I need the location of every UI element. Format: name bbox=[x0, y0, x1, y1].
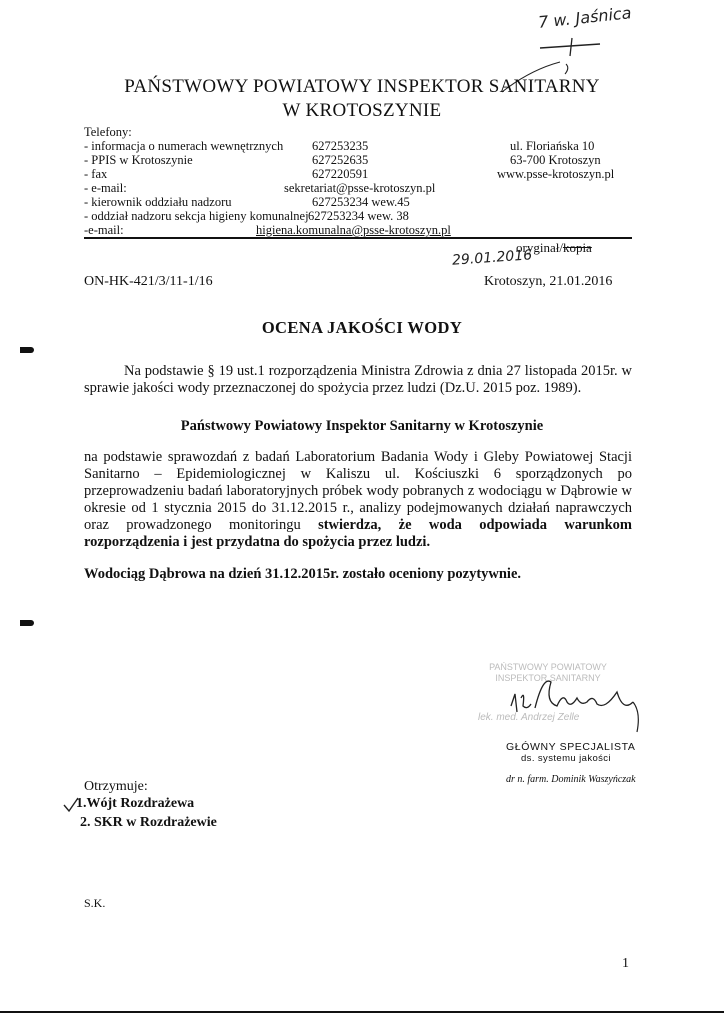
address-city: 63-700 Krotoszyn bbox=[510, 153, 601, 167]
contact-value: 627220591 bbox=[312, 167, 369, 181]
reference-number: ON-HK-421/3/11-1/16 bbox=[84, 274, 213, 289]
contact-label: - e-mail: bbox=[84, 181, 127, 195]
contact-value: 627253235 bbox=[312, 139, 369, 153]
copy-status-struck: kopia bbox=[562, 240, 592, 255]
signatory-role: GŁÓWNY SPECJALISTA bbox=[506, 741, 636, 753]
address-web[interactable]: www.psse-krotoszyn.pl bbox=[497, 167, 615, 181]
place-date: Krotoszyn, 21.01.2016 bbox=[484, 274, 613, 289]
footer-divider bbox=[0, 1011, 724, 1013]
address-street: ul. Floriańska 10 bbox=[510, 139, 595, 153]
contact-label: - PPIS w Krotoszynie bbox=[84, 153, 193, 167]
contact-value: 627253234 wew.45 bbox=[312, 195, 410, 209]
authority-line: Państwowy Powiatowy Inspektor Sanitarny w Krotoszynie bbox=[180, 418, 544, 434]
contact-label: - oddział nadzoru sekcja higieny komunalnej bbox=[84, 209, 309, 223]
header-institution: PAŃSTWOWY POWIATOWY INSPEKTOR SANITARNY bbox=[124, 76, 600, 97]
recipient-item: 1.Wójt Rozdrażewa bbox=[76, 796, 195, 811]
stamp-text: PAŃSTWOWY POWIATOWY INSPEKTOR SANITARNY bbox=[489, 662, 607, 683]
contact-label: - kierownik oddziału nadzoru bbox=[84, 195, 232, 209]
recipients-heading: Otrzymuje: bbox=[84, 779, 148, 794]
received-note: 29.01.2016 bbox=[451, 247, 533, 269]
stamp-name: lek. med. Andrzej Zelle bbox=[478, 712, 580, 723]
handwritten-note: 7 w. Jaśnica bbox=[537, 3, 633, 32]
recipient-item: 2. SKR w Rozdrażewie bbox=[80, 815, 217, 830]
final-assessment: Wodociąg Dąbrowa na dzień 31.12.2015r. zostało oceniony pozytywnie. bbox=[84, 566, 522, 582]
contact-label: - fax bbox=[84, 167, 108, 181]
body-conclusion: stwierdza, że woda odpowiada warunkom rozporządzenia i jest przydatna do spożycia przez ludzi. bbox=[84, 517, 632, 550]
author-initials: S.K. bbox=[84, 896, 106, 910]
copy-status-original: oryginał/ bbox=[516, 240, 563, 255]
contact-label: -e-mail: bbox=[84, 223, 124, 237]
page-number: 1 bbox=[622, 956, 629, 971]
body-text: na podstawie sprawozdań z badań Laboratorium Badania Wody i Gleby Powiatowej Stacji Sanitarno – Epidemiologicznej w Kaliszu ul. Kościuszki 6 sporządzonych po przeprowadzeniu badań laboratoryjnych próbek wody pobranych z wodociągu w Dąbrowie w okresie od 1 stycznia 2015 do 31.12.2015 r., analizy podejmowanych działań naprawczych oraz prowadzonego monitoringu bbox=[84, 449, 632, 533]
header-city: W KROTOSZYNIE bbox=[282, 100, 442, 121]
contact-email-link[interactable]: higiena.komunalna@psse-krotoszyn.pl bbox=[256, 223, 451, 237]
signatory-role-detail: ds. systemu jakości bbox=[521, 753, 611, 764]
legal-basis: Na podstawie § 19 ust.1 rozporządzenia Ministra Zdrowia z dnia 27 listopada 2015r. w sprawie jakości wody przeznaczonej do spożycia przez ludzi (Dz.U. 2015 poz. 1989). bbox=[84, 363, 632, 396]
header-divider bbox=[84, 237, 632, 239]
contact-email[interactable]: sekretariat@psse-krotoszyn.pl bbox=[284, 181, 436, 195]
margin-mark bbox=[20, 620, 34, 626]
signatory-name: dr n. farm. Dominik Waszyńczak bbox=[506, 774, 636, 785]
contact-value: 627252635 bbox=[312, 153, 369, 167]
contact-value: 627253234 wew. 38 bbox=[308, 209, 409, 223]
handwritten-signature bbox=[505, 672, 645, 734]
margin-mark bbox=[20, 347, 34, 353]
contact-label: - informacja o numerach wewnętrznych bbox=[84, 139, 284, 153]
document-title: OCENA JAKOŚCI WODY bbox=[261, 318, 463, 337]
body-paragraph bbox=[84, 449, 632, 551]
contacts-heading: Telefony: bbox=[84, 125, 132, 139]
